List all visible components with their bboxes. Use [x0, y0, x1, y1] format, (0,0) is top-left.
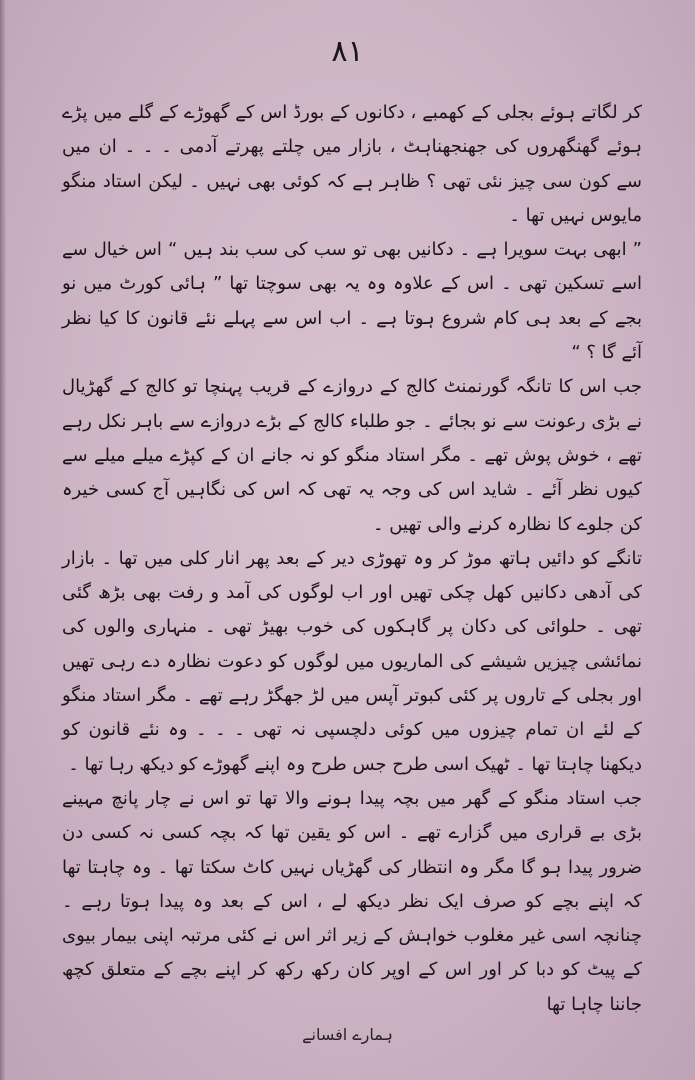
paragraph: جب اس کا تانگہ گورنمنٹ کالج کے دروازے کے قریب پہنچا تو کالج کے گھڑیال نے بڑی رعونت سے نو بجائے ۔ جو طلباء کالج کے بڑے دروازے سے باہر نکل رہے تھے ، خوش پوش تھے ۔ مگر استاد منگو کو نہ جانے ان کے کپڑے میلے میلے سے کیوں نظر آئے ۔ شاید اس کی وجہ یہ تھی کہ اس کی نگاہیں آج کسی خیرہ کن جلوے کا نظارہ کرنے والی تھیں ۔	[62, 376, 642, 535]
paragraph: تانگے کو دائیں ہاتھ موڑ کر وہ تھوڑی دیر کے بعد پھر انار کلی میں تھا ۔ بازار کی آدھی دکانیں کھل چکی تھیں اور اب لوگوں کی آمد و رفت بھی بڑھ گئی تھی ۔ حلوائی کی دکان پر گاہکوں کی خوب بھیڑ تھی ۔ منہاری والوں کی نمائشی چیزیں شیشے کی الماریوں میں لوگوں کو دعوت نظارہ دے رہی تھیں اور بجلی کے تاروں پر کئی کبوتر آپس میں لڑ جھگڑ رہے تھے ۔ مگر استاد منگو کے لئے ان تمام چیزوں میں کوئی دلچسپی نہ تھی ۔ ۔ ۔ وہ نئے قانون کو دیکھنا چاہتا تھا ۔ ٹھیک اسی طرح جس طرح وہ اپنے گھوڑے کو دیکھ رہا تھا ۔	[62, 547, 642, 775]
page-number: ۸۱	[331, 34, 364, 69]
book-footer-title: ہمارے افسانے	[302, 1025, 393, 1044]
story-body	[62, 96, 642, 1022]
paragraph: جب استاد منگو کے گھر میں بچہ پیدا ہونے والا تھا تو اس نے چار پانچ مہینے بڑی بے قراری میں گزارے تھے ۔ اس کو یقین تھا کہ بچہ کسی نہ کسی دن ضرور پیدا ہو گا مگر وہ انتظار کی گھڑیاں نہیں کاٹ سکتا تھا ۔ وہ چاہتا تھا کہ اپنے بچے کو صرف ایک نظر دیکھ لے ، اس کے بعد وہ پیدا ہوتا رہے ۔ چنانچہ اسی غیر مغلوب خواہش کے زیر اثر اس نے کئی مرتبہ اپنی بیمار بیوی کے پیٹ کو دبا کر اور اس کے اوپر کان رکھ رکھ کر اپنے بچے کے متعلق کچھ جاننا چاہا تھا	[62, 787, 642, 1015]
paragraph: ” ابھی بہت سویرا ہے ۔ دکانیں بھی تو سب کی سب بند ہیں “ اس خیال سے اسے تسکین تھی ۔ اس کے علاوہ وہ یہ بھی سوچتا تھا ” ہائی کورٹ میں نو بجے کے بعد ہی کام شروع ہوتا ہے ۔ اب اس سے پہلے نئے قانون کا کیا نظر آئے گا ؟ “	[62, 239, 642, 364]
page-binding-edge	[0, 0, 6, 1080]
paragraph: کر لگاتے ہوئے بجلی کے کھمبے ، دکانوں کے بورڈ اس کے گھوڑے کے گلے میں پڑے ہوئے گھنگھروں کی جھنجھناہٹ ، بازار میں چلتے پھرتے آدمی ۔ ۔ ۔ ان میں سے کون سی چیز نئی تھی ؟ ظاہر ہے کہ کوئی بھی نہیں ۔ لیکن استاد منگو مایوس نہیں تھا ۔	[62, 102, 642, 226]
